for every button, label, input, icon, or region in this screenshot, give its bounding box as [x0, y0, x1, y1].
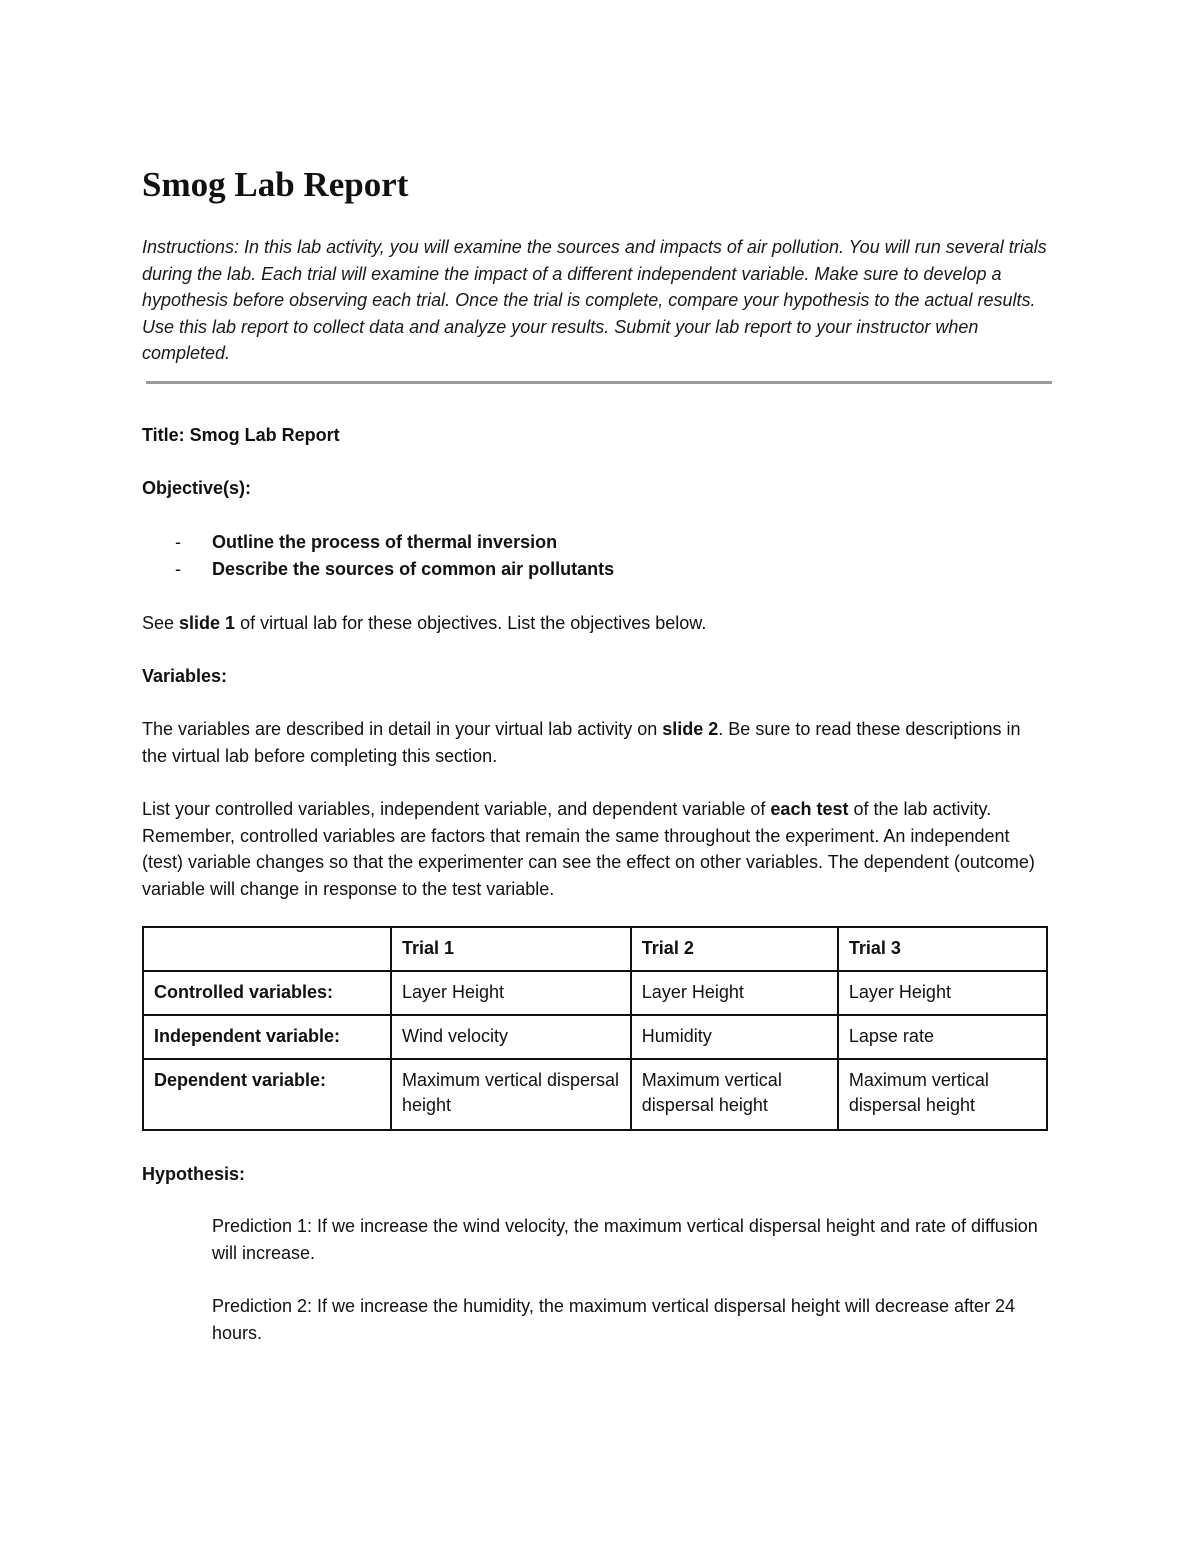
objective-item — [142, 556, 1050, 583]
document-title: Smog Lab Report — [142, 165, 409, 204]
list-dash: - — [175, 531, 181, 552]
variables-note — [142, 716, 1050, 769]
objectives-label: Objective(s): — [142, 477, 252, 498]
hypothesis-label: Hypothesis: — [142, 1164, 246, 1184]
note-bold-text: each test — [770, 799, 849, 819]
table-header-cell — [143, 927, 391, 971]
table-header-cell: Trial 3 — [838, 927, 1047, 971]
variables-label: Variables: — [142, 666, 228, 686]
note-bold-text: slide 2 — [662, 719, 719, 739]
prediction-1: Prediction 1: If we increase the wind velocity, the maximum vertical dispersal height and rate of diffusion will increase. — [212, 1216, 1038, 1263]
note-text: See — [142, 612, 180, 633]
table-row — [143, 971, 1047, 1015]
objective-item — [142, 529, 1050, 556]
note-bold-text: slide 1 — [179, 612, 236, 633]
table-header-cell: Trial 2 — [631, 927, 838, 971]
table-cell: Maximum vertical dispersal height — [391, 1059, 631, 1130]
row-label-cell: Controlled variables: — [143, 971, 391, 1015]
note-text: of the lab activity. Remember, controlled variables are factors that remain the same throughout the experiment. An independent (test) variable changes so that the experimenter can see the effect on other variables. The dependent (outcome) variable will change in response to the test variable. — [142, 799, 1035, 899]
instructions-text: Instructions: In this lab activity, you will examine the sources and impacts of air pollution. You will run several trials during the lab. Each trial will examine the impact of a different independent variable. Make sure to develop a hypothesis before observing each trial. Once the trial is complete, compare your hypothesis to the actual results. Use this lab report to collect data and analyze your results. Submit your lab report to your instructor when completed. — [142, 237, 1047, 363]
list-dash: - — [175, 558, 181, 579]
variables-instructions — [142, 796, 1050, 902]
table-header-cell: Trial 1 — [391, 927, 631, 971]
table-cell: Maximum vertical dispersal height — [838, 1059, 1047, 1130]
table-cell: Maximum vertical dispersal height — [631, 1059, 838, 1130]
objective-text: Describe the sources of common air pollutants — [212, 558, 615, 579]
note-text: . Be sure to read these descriptions in the virtual lab before completing this section. — [142, 719, 1021, 766]
table-cell: Layer Height — [838, 971, 1047, 1015]
table-header-row — [143, 927, 1047, 971]
table-cell: Humidity — [631, 1015, 838, 1059]
table-row — [143, 1015, 1047, 1059]
horizontal-divider — [146, 381, 1052, 384]
report-title-line: Title: Smog Lab Report — [142, 424, 340, 445]
document-page — [142, 160, 1050, 1346]
row-label-cell: Independent variable: — [143, 1015, 391, 1059]
variables-table — [142, 926, 1048, 1131]
row-label-cell: Dependent variable: — [143, 1059, 391, 1130]
note-text: of virtual lab for these objectives. List the objectives below. — [235, 612, 707, 633]
table-cell: Wind velocity — [391, 1015, 631, 1059]
objective-text: Outline the process of thermal inversion — [212, 531, 558, 552]
objectives-list — [142, 529, 1050, 583]
objectives-note — [142, 610, 1050, 637]
table-row — [143, 1059, 1047, 1130]
note-text: The variables are described in detail in your virtual lab activity on — [142, 719, 663, 739]
table-cell: Lapse rate — [838, 1015, 1047, 1059]
prediction-2: Prediction 2: If we increase the humidity, the maximum vertical dispersal height will decrease after 24 hours. — [212, 1296, 1016, 1343]
note-text: List your controlled variables, independent variable, and dependent variable of — [142, 799, 771, 819]
table-cell: Layer Height — [631, 971, 838, 1015]
table-cell: Layer Height — [391, 971, 631, 1015]
